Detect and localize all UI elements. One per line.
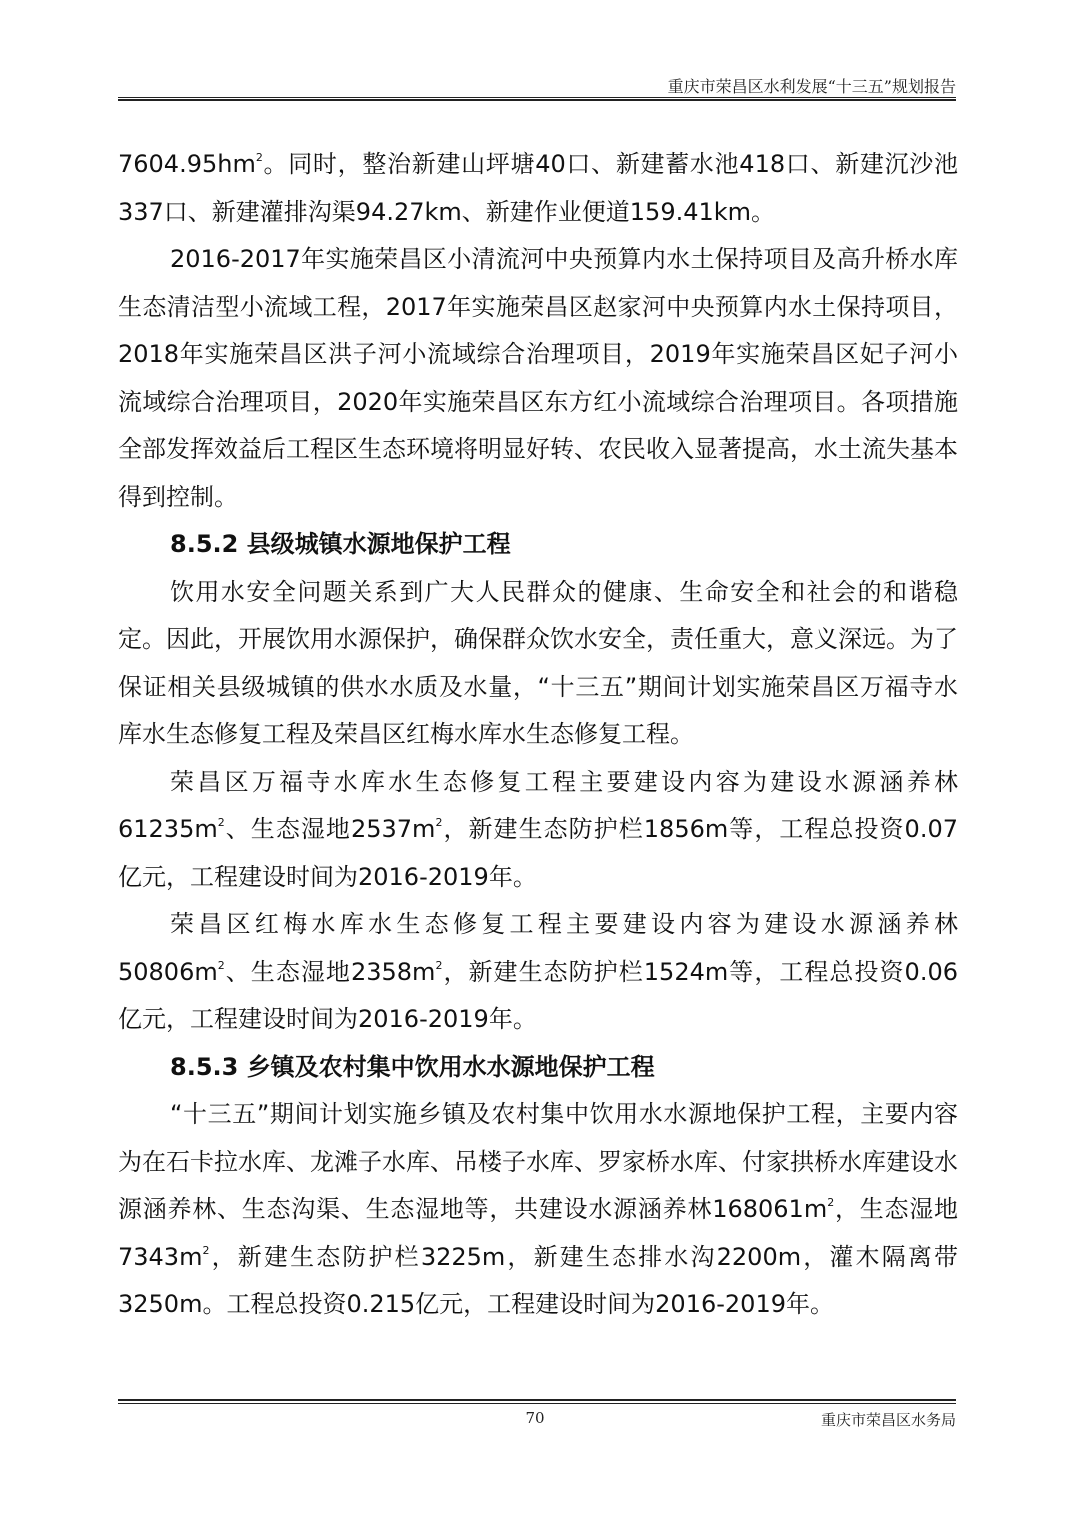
paragraph-soil-conservation: 2016-2017年实施荣昌区小清流河中央预算内水土保持项目及高升桥水库生态清洁型小流域工程，2017年实施荣昌区赵家河中央预算内水土保持项目，2018年实施荣昌区洪子河小流域综合治理项目，2019年实施荣昌区妃子河小流域综合治理项目，2020年实施荣昌区东方红小流域综合治理项目。各项措施全部发挥效益后工程区生态环境将明显好转、农民收入显著提高，水土流失基本得到控制。	[118, 245, 958, 511]
header-rule-thin	[118, 97, 956, 98]
section-heading-8-5-3: 8.5.3 乡镇及农村集中饮用水水源地保护工程	[170, 1052, 655, 1081]
paragraph-drinking-water-safety: 饮用水安全问题关系到广大人民群众的健康、生命安全和社会的和谐稳定。因此，开展饮用水源保护，确保群众饮水安全，责任重大，意义深远。为了保证相关县级城镇的供水水质及水量，“十三五”期间计划实施荣昌区万福寺水库水生态修复工程及荣昌区红梅水库水生态修复工程。	[118, 577, 958, 748]
paragraph-continued: $7604.95hm^2$。同时，整治新建山坪塘40口、新建蓄水池418口、新建沉沙池337口、新建灌排沟渠94.27km、新建作业便道159.41km。	[118, 150, 958, 226]
section-heading-8-5-2: 8.5.2 县级城镇水源地保护工程	[170, 530, 511, 558]
paragraph-wanfusi-reservoir: 荣昌区万福寺水库水生态修复工程主要建设内容为建设水源涵养林$61235m^2$、生态湿地$2537m^2$，新建生态防护栏1856m等，工程总投资0.07亿元，工程建设时间为2016-2019年。	[118, 767, 958, 891]
body-text	[118, 141, 958, 1329]
footer-rule-thin	[118, 1403, 956, 1404]
header-rule-thick	[118, 99, 956, 101]
page-number: 70	[525, 1409, 545, 1427]
footer-rule-thick	[118, 1399, 956, 1401]
running-header-title: 重庆市荣昌区水利发展“十三五”规划报告	[667, 77, 956, 96]
paragraph-rural-water-source: “十三五”期间计划实施乡镇及农村集中饮用水水源地保护工程，主要内容为在石卡拉水库、龙滩子水库、吊楼子水库、罗家桥水库、付家拱桥水库建设水源涵养林、生态沟渠、生态湿地等，共建设水源涵养林$168061m^2$，生态湿地$7343m^2$，新建生态防护栏3225m，新建生态排水沟2200m，灌木隔离带3250m。工程总投资0.215亿元，工程建设时间为2016-2019年。	[118, 1100, 958, 1318]
paragraph-hongmei-reservoir: 荣昌区红梅水库水生态修复工程主要建设内容为建设水源涵养林$50806m^2$、生态湿地$2358m^2$，新建生态防护栏1524m等，工程总投资0.06亿元，工程建设时间为2016-2019年。	[118, 910, 958, 1033]
footer-organization: 重庆市荣昌区水务局	[820, 1411, 956, 1429]
